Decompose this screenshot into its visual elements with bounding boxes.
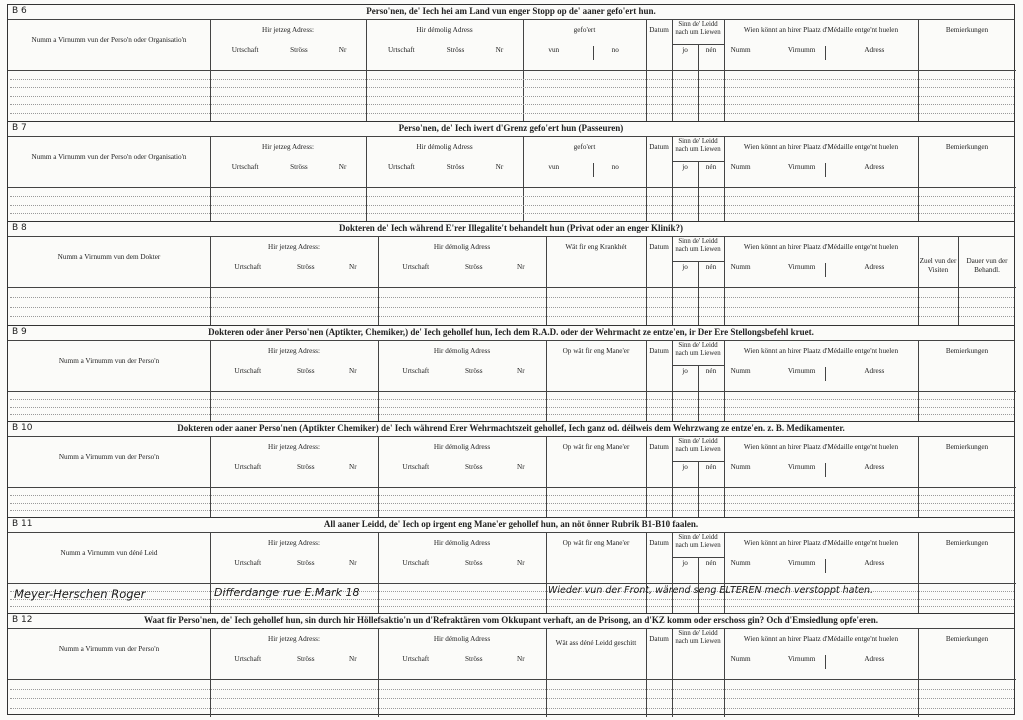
medal-header: Wien könnt an hirer Plaatz d'Médaille entge'nt huelen (743, 243, 899, 251)
sub-nr: Nr (495, 163, 504, 171)
handwritten-reason: Wieder vun der Front, wärend seng ELTEREN mech verstoppt haten. (548, 585, 874, 596)
name-column-header: Numm a Virnumm vun der Perso'n oder Organisatio'n (31, 153, 187, 161)
third-column-header: Op wät fir eng Mane'er (562, 539, 630, 547)
sub-nen: nén (705, 463, 717, 471)
sub-urtschaft: Urtschaft (234, 655, 262, 663)
section-b9 (8, 325, 1014, 421)
sub-urtschaft: Urtschaft (402, 463, 430, 471)
sub-nr: Nr (349, 263, 357, 271)
column-rule (593, 46, 594, 60)
alive-header: Sinn de' Leidd nach um Liewen (675, 342, 721, 357)
section-code: B 7 (12, 123, 27, 133)
entry-line (10, 297, 1014, 298)
row-rule (8, 679, 1016, 680)
current-address-header: Hir jetzeg Adress: (262, 143, 314, 151)
section-header (8, 614, 1014, 629)
row-rule (8, 391, 1016, 392)
section-header (8, 422, 1014, 437)
sub-virnumm: Virnumm (787, 263, 816, 271)
alive-header: Sinn de' Leidd nach um Liewen (675, 238, 721, 253)
sub-numm: Numm (730, 163, 751, 171)
row-rule (8, 583, 1016, 584)
column-rule (546, 629, 547, 717)
sub-nr: Nr (349, 655, 357, 663)
sub-nen: nén (705, 263, 717, 271)
sub-stross: Ströss (446, 163, 465, 171)
section-header (8, 5, 1014, 20)
name-column-header: Numm a Virnumm vun dem Dokter (57, 253, 161, 261)
sub-numm: Numm (730, 463, 751, 471)
sub-stross: Ströss (464, 463, 483, 471)
section-header (8, 222, 1014, 237)
third-column-header: Op wät fir eng Mane'er (562, 347, 630, 355)
section-b7 (8, 121, 1014, 221)
sub-adress: Adress (864, 655, 885, 663)
sub-virnumm: Virnumm (787, 46, 816, 54)
row-rule (8, 70, 1016, 71)
sub-stross: Ströss (290, 46, 308, 54)
row-rule (8, 487, 1016, 488)
sub-virnumm: Virnumm (787, 367, 816, 375)
sub-numm: Numm (730, 367, 751, 375)
third-column-header: gefo'ert (573, 143, 596, 151)
column-rule (672, 437, 673, 518)
sub-nr: Nr (517, 559, 525, 567)
sub-urtschaft: Urtschaft (402, 559, 430, 567)
alive-header: Sinn de' Leidd nach um Liewen (675, 438, 721, 453)
column-rule (546, 341, 547, 422)
sub-urtschaft: Urtschaft (234, 367, 262, 375)
entry-line (10, 104, 1014, 105)
column-rule (724, 629, 725, 717)
alive-header: Sinn de' Leidd nach um Liewen (675, 630, 721, 645)
sub-nen: nén (705, 163, 717, 171)
column-rule (672, 137, 673, 222)
column-rule (724, 533, 725, 614)
entry-line (10, 689, 1014, 690)
former-address-header: Hir démolig Adress (433, 635, 491, 643)
sub-urtschaft: Urtschaft (402, 367, 430, 375)
column-rule (546, 437, 547, 518)
row-rule (8, 187, 1016, 188)
section-code: B 6 (12, 6, 27, 16)
entry-line (10, 113, 1014, 114)
handwritten-name: Meyer-Herschen Roger (14, 587, 146, 601)
section-title: All aaner Leidd, de' Iech op irgent eng Mane'er gehollef hun, an nöt önner Rubrik B1-B10 faalen. (323, 519, 699, 529)
sub-stross: Ströss (464, 367, 483, 375)
sub-stross: Ströss (464, 263, 483, 271)
section-code: B 8 (12, 223, 27, 233)
sub-nr: Nr (517, 367, 525, 375)
sub-urtschaft: Urtschaft (402, 263, 430, 271)
medal-header: Wien könnt an hirer Plaatz d'Médaille entge'nt huelen (743, 539, 899, 547)
sub-adress: Adress (864, 163, 885, 171)
section-title: Perso'nen, de' Iech iwert d'Grenz gefo'ert hun (Passeuren) (398, 123, 624, 133)
current-address-header: Hir jetzeg Adress: (268, 243, 320, 251)
medal-header: Wien könnt an hirer Plaatz d'Médaille entge'nt huelen (743, 443, 899, 451)
sub-stross: Ströss (296, 559, 315, 567)
column-rule (672, 237, 673, 326)
former-address-header: Hir démolig Adress (433, 539, 491, 547)
remarks-header: Bemierkungen (945, 443, 989, 451)
entry-line (10, 407, 1014, 408)
current-address-header: Hir jetzeg Adress: (268, 635, 320, 643)
entry-line (10, 196, 1014, 197)
sub-urtschaft: Urtschaft (231, 163, 259, 171)
handwritten-address: Differdange rue E.Mark 18 (214, 586, 360, 599)
section-title: Dokteren de' Iech während E'rer Illegalite't behandelt hun (Privat oder an enger Klinik?) (338, 223, 683, 233)
row-rule (8, 287, 1016, 288)
sub-numm: Numm (730, 559, 751, 567)
column-rule (672, 533, 673, 614)
duration-header: Dauer vun der Behandl. (966, 257, 1008, 274)
section-b8 (8, 221, 1014, 325)
medal-header: Wien könnt an hirer Plaatz d'Médaille entge'nt huelen (743, 26, 899, 34)
entry-line (10, 79, 1014, 80)
third-column-header: Wät fir eng Krankhét (565, 243, 627, 251)
sub-no: no (611, 163, 619, 171)
column-rule (546, 237, 547, 326)
sub-nen: nén (705, 559, 717, 567)
section-code: B 12 (12, 615, 33, 625)
date-header: Datum (649, 143, 669, 151)
sub-stross: Ströss (296, 263, 315, 271)
sub-urtschaft: Urtschaft (387, 163, 415, 171)
sub-stross: Ströss (446, 46, 465, 54)
sub-stross: Ströss (296, 655, 315, 663)
sub-virnumm: Virnumm (787, 163, 816, 171)
name-column-header: Numm a Virnumm vun der Perso'n oder Organisatio'n (31, 36, 187, 44)
remarks-header: Bemierkungen (945, 26, 989, 34)
sub-numm: Numm (730, 263, 751, 271)
sub-nr: Nr (349, 367, 357, 375)
column-rule (724, 237, 725, 326)
remarks-header: Bemierkungen (945, 347, 989, 355)
sub-nr: Nr (338, 46, 347, 54)
name-column-header: Numm a Virnumm vun déné Leid (60, 549, 158, 557)
sub-adress: Adress (864, 263, 885, 271)
third-column-header: Wät ass déné Leidd geschitt (555, 639, 637, 647)
date-header: Datum (649, 243, 669, 251)
date-header: Datum (649, 635, 669, 643)
sub-nr: Nr (349, 559, 357, 567)
column-rule (825, 263, 826, 277)
entry-line (10, 510, 1014, 511)
section-header (8, 326, 1014, 341)
column-rule (523, 137, 524, 222)
section-title: Waat fir Perso'nen, de' Iech gehollef hun, sin durch hir Höllefsaktio'n un d'Refraktären vom Okkupant verhaft, an de Prisong, an d'KZ komm oder erschoss gin? Och d'Emsiedlung opfe'eren. (143, 615, 879, 625)
column-rule (918, 237, 919, 326)
column-rule (724, 437, 725, 518)
sub-stross: Ströss (296, 463, 315, 471)
name-column-header: Numm a Virnumm vun der Perso'n (58, 645, 160, 653)
name-column-header: Numm a Virnumm vun der Perso'n (58, 453, 160, 461)
sub-jo: jo (682, 46, 688, 54)
section-header (8, 122, 1014, 137)
former-address-header: Hir démolig Adress (433, 443, 491, 451)
sub-urtschaft: Urtschaft (234, 559, 262, 567)
current-address-header: Hir jetzeg Adress: (262, 26, 314, 34)
sub-virnumm: Virnumm (787, 655, 816, 663)
section-b11 (8, 517, 1014, 613)
sub-jo: jo (682, 263, 688, 271)
sub-urtschaft: Urtschaft (234, 463, 262, 471)
third-column-header: gefo'ert (573, 26, 596, 34)
sub-adress: Adress (864, 46, 885, 54)
column-rule (724, 137, 725, 222)
section-title: Dokteren oder äner Perso'nen (Aptikter, Chemiker,) de' Iech gehollef hun, Iech dem R.A.D. oder der Wehrmacht ze entze'en, ir Der Ere Stellongsbefehl kruet. (208, 327, 814, 337)
entry-line (10, 698, 1014, 699)
sub-nr: Nr (517, 463, 525, 471)
entry-line (10, 316, 1014, 317)
entry-line (10, 205, 1014, 206)
section-b10 (8, 421, 1014, 517)
former-address-header: Hir démolig Adress (416, 143, 473, 151)
date-header: Datum (649, 539, 669, 547)
sub-nr: Nr (338, 163, 347, 171)
sub-jo: jo (682, 463, 688, 471)
sub-stross: Ströss (464, 559, 483, 567)
sub-adress: Adress (864, 559, 885, 567)
entry-line (10, 503, 1014, 504)
section-header (8, 518, 1014, 533)
remarks-header: Bemierkungen (945, 635, 989, 643)
column-rule (724, 341, 725, 422)
sub-stross: Ströss (296, 367, 315, 375)
alive-header: Sinn de' Leidd nach um Liewen (675, 21, 721, 36)
column-rule (958, 237, 959, 326)
sub-jo: jo (682, 559, 688, 567)
entry-line (10, 414, 1014, 415)
entry-line (10, 599, 1014, 600)
column-rule (825, 655, 826, 669)
sub-no: no (611, 46, 619, 54)
section-title: Dokteren oder aaner Perso'nen (Aptikter Chemiker) de' Iech während Erer Wehrmachtszeit gehollef, Iech ganz od. déilweis dem Wehrzwang ze entze'en. z. B. Medikamenter. (177, 423, 845, 433)
third-column-header: Op wät fir eng Mane'er (562, 443, 630, 451)
sub-stross: Ströss (464, 655, 483, 663)
entry-line (10, 606, 1014, 607)
entry-line (10, 213, 1014, 214)
sub-adress: Adress (864, 367, 885, 375)
sub-adress: Adress (864, 463, 885, 471)
medal-header: Wien könnt an hirer Plaatz d'Médaille entge'nt huelen (743, 347, 899, 355)
visits-header: Zuel vun der Visiten (919, 257, 957, 274)
former-address-header: Hir démolig Adress (433, 347, 491, 355)
section-title: Perso'nen, de' Iech hei am Land vun enger Stopp op de' aaner gefo'ert hun. (366, 6, 656, 16)
medal-header: Wien könnt an hirer Plaatz d'Médaille entge'nt huelen (743, 143, 899, 151)
sub-vun: vun (548, 163, 560, 171)
entry-line (10, 96, 1014, 97)
entry-line (10, 495, 1014, 496)
alive-header: Sinn de' Leidd nach um Liewen (675, 534, 721, 549)
entry-line (10, 307, 1014, 308)
column-rule (825, 46, 826, 60)
section-code: B 9 (12, 327, 27, 337)
sub-numm: Numm (730, 46, 751, 54)
sub-nen: nén (705, 46, 717, 54)
sub-vun: vun (548, 46, 560, 54)
sub-numm: Numm (730, 655, 751, 663)
entry-line (10, 87, 1014, 88)
date-header: Datum (649, 347, 669, 355)
sub-jo: jo (682, 367, 688, 375)
date-header: Datum (649, 26, 669, 34)
column-rule (593, 163, 594, 177)
entry-line (10, 708, 1014, 709)
form-page (7, 4, 1015, 715)
sub-urtschaft: Urtschaft (402, 655, 430, 663)
column-rule (825, 463, 826, 477)
column-rule (825, 367, 826, 381)
sub-urtschaft: Urtschaft (234, 263, 262, 271)
column-rule (825, 163, 826, 177)
column-rule (825, 559, 826, 573)
sub-urtschaft: Urtschaft (387, 46, 415, 54)
sub-nr: Nr (495, 46, 504, 54)
former-address-header: Hir démolig Adress (416, 26, 473, 34)
sub-nr: Nr (517, 655, 525, 663)
remarks-header: Bemierkungen (945, 143, 989, 151)
sub-virnumm: Virnumm (787, 463, 816, 471)
section-code: B 11 (12, 519, 33, 529)
section-b12 (8, 613, 1014, 716)
current-address-header: Hir jetzeg Adress: (268, 539, 320, 547)
alive-header: Sinn de' Leidd nach um Liewen (675, 138, 721, 153)
column-rule (698, 44, 699, 121)
medal-header: Wien könnt an hirer Plaatz d'Médaille entge'nt huelen (743, 635, 899, 643)
section-code: B 10 (12, 423, 33, 433)
date-header: Datum (649, 443, 669, 451)
sub-nr: Nr (349, 463, 357, 471)
entry-line (10, 399, 1014, 400)
section-b6 (8, 5, 1014, 121)
column-rule (672, 629, 673, 717)
sub-nen: nén (705, 367, 717, 375)
column-rule (546, 533, 547, 614)
sub-urtschaft: Urtschaft (231, 46, 259, 54)
name-column-header: Numm a Virnumm vun der Perso'n (58, 357, 160, 365)
sub-virnumm: Virnumm (787, 559, 816, 567)
column-rule (672, 341, 673, 422)
current-address-header: Hir jetzeg Adress: (268, 347, 320, 355)
remarks-header: Bemierkungen (945, 539, 989, 547)
sub-nr: Nr (517, 263, 525, 271)
sub-stross: Ströss (290, 163, 308, 171)
current-address-header: Hir jetzeg Adress: (268, 443, 320, 451)
former-address-header: Hir démolig Adress (433, 243, 491, 251)
sub-jo: jo (682, 163, 688, 171)
